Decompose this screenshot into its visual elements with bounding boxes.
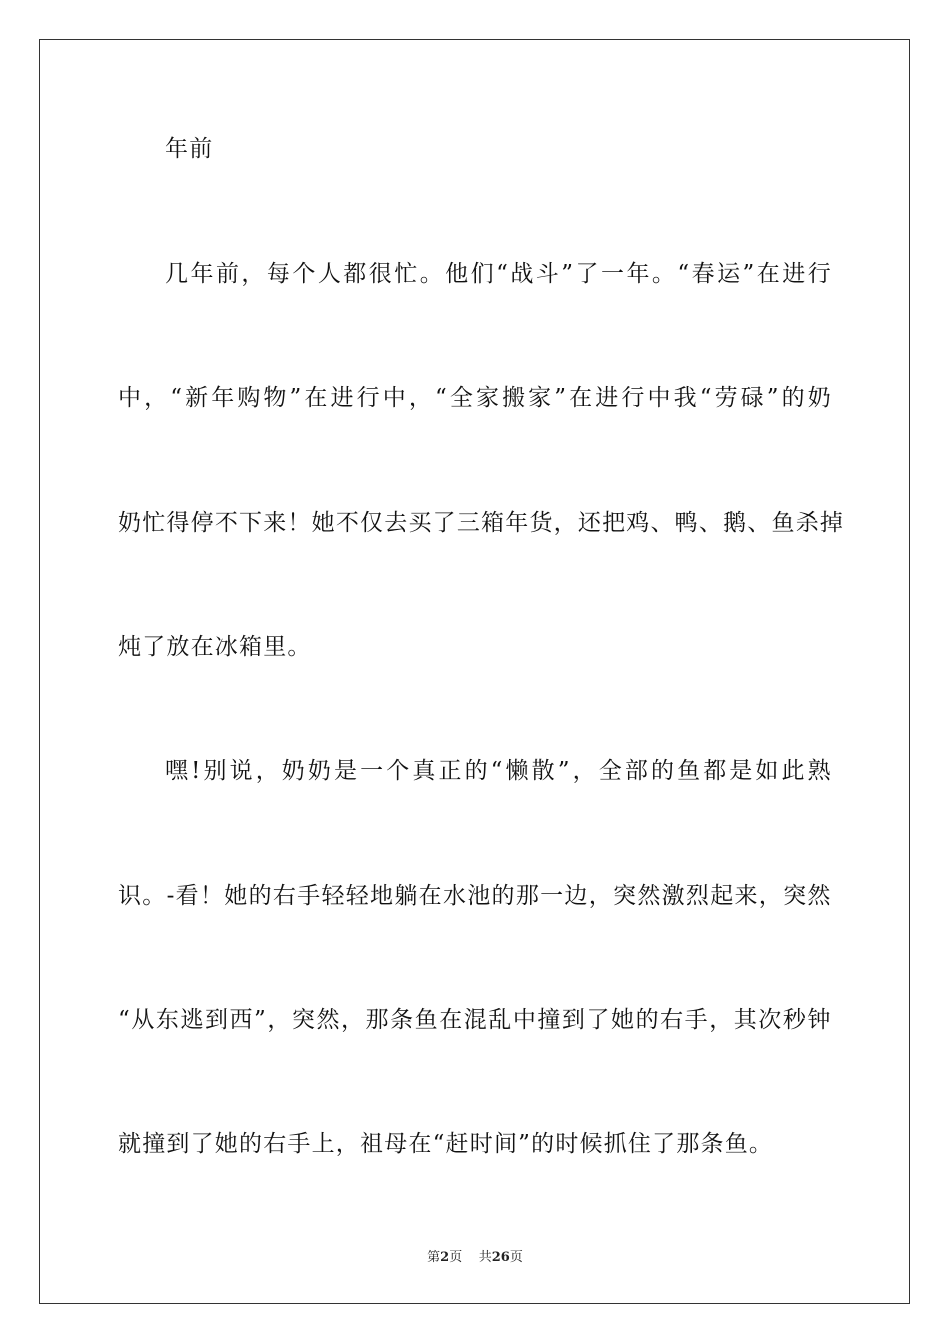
footer-total-suffix: 页: [509, 1250, 523, 1265]
paragraph-1-line-2: 中 ， “ 新 年 购 物 ” 在 进 行 中 ， “ 全 家 搬 家 ” 在 进 行 中 我 “ 劳 碌 ” 的 奶: [118, 385, 832, 411]
page-frame: [39, 39, 910, 1304]
footer-page-current: 2: [440, 1250, 450, 1265]
paragraph-2-line-1: 嘿 ! 别 说 ， 奶 奶 是 一 个 真 正 的 “ 懒 散 ” ， 全 部 的 鱼 都 是 如 此 熟: [165, 758, 832, 784]
paragraph-2-line-3: “ 从 东 逃 到 西 ” ， 突 然 ， 那 条 鱼 在 混 乱 中 撞 到 了 她 的 右 手 ， 其 次 秒 钟: [118, 1007, 832, 1033]
paragraph-1-line-3: 奶 忙 得 停 不 下 来 ！ 她 不 仅 去 买 了 三 箱 年 货 ， 还 把 鸡 、 鸭 、 鹅 、 鱼 杀 掉: [118, 510, 845, 536]
footer-page-suffix: 页: [449, 1250, 463, 1265]
footer-page-total: 26: [491, 1250, 510, 1265]
paragraph-1-line-1: 几 年 前 ， 每 个 人 都 很 忙 。 他 们 “ 战 斗 ” 了 一 年 。 “ 春 运 ” 在 进 行: [165, 261, 832, 287]
footer-page-prefix: 第: [427, 1250, 441, 1265]
paragraph-2-line-2: 识 。 - 看 ！ 她 的 右 手 轻 轻 地 躺 在 水 池 的 那 一 边 ， 突 然 激 烈 起 来 ， 突 然: [118, 883, 832, 909]
footer-total-prefix: 共: [478, 1250, 492, 1265]
heading-line: 年前: [165, 136, 214, 162]
paragraph-1-line-4: 炖了放在冰箱里。: [118, 634, 312, 660]
page-footer: [0, 1246, 950, 1265]
paragraph-2-line-4: 就撞到了她的右手上，祖母在“赶时间”的时候抓住了那条鱼。: [118, 1131, 774, 1157]
